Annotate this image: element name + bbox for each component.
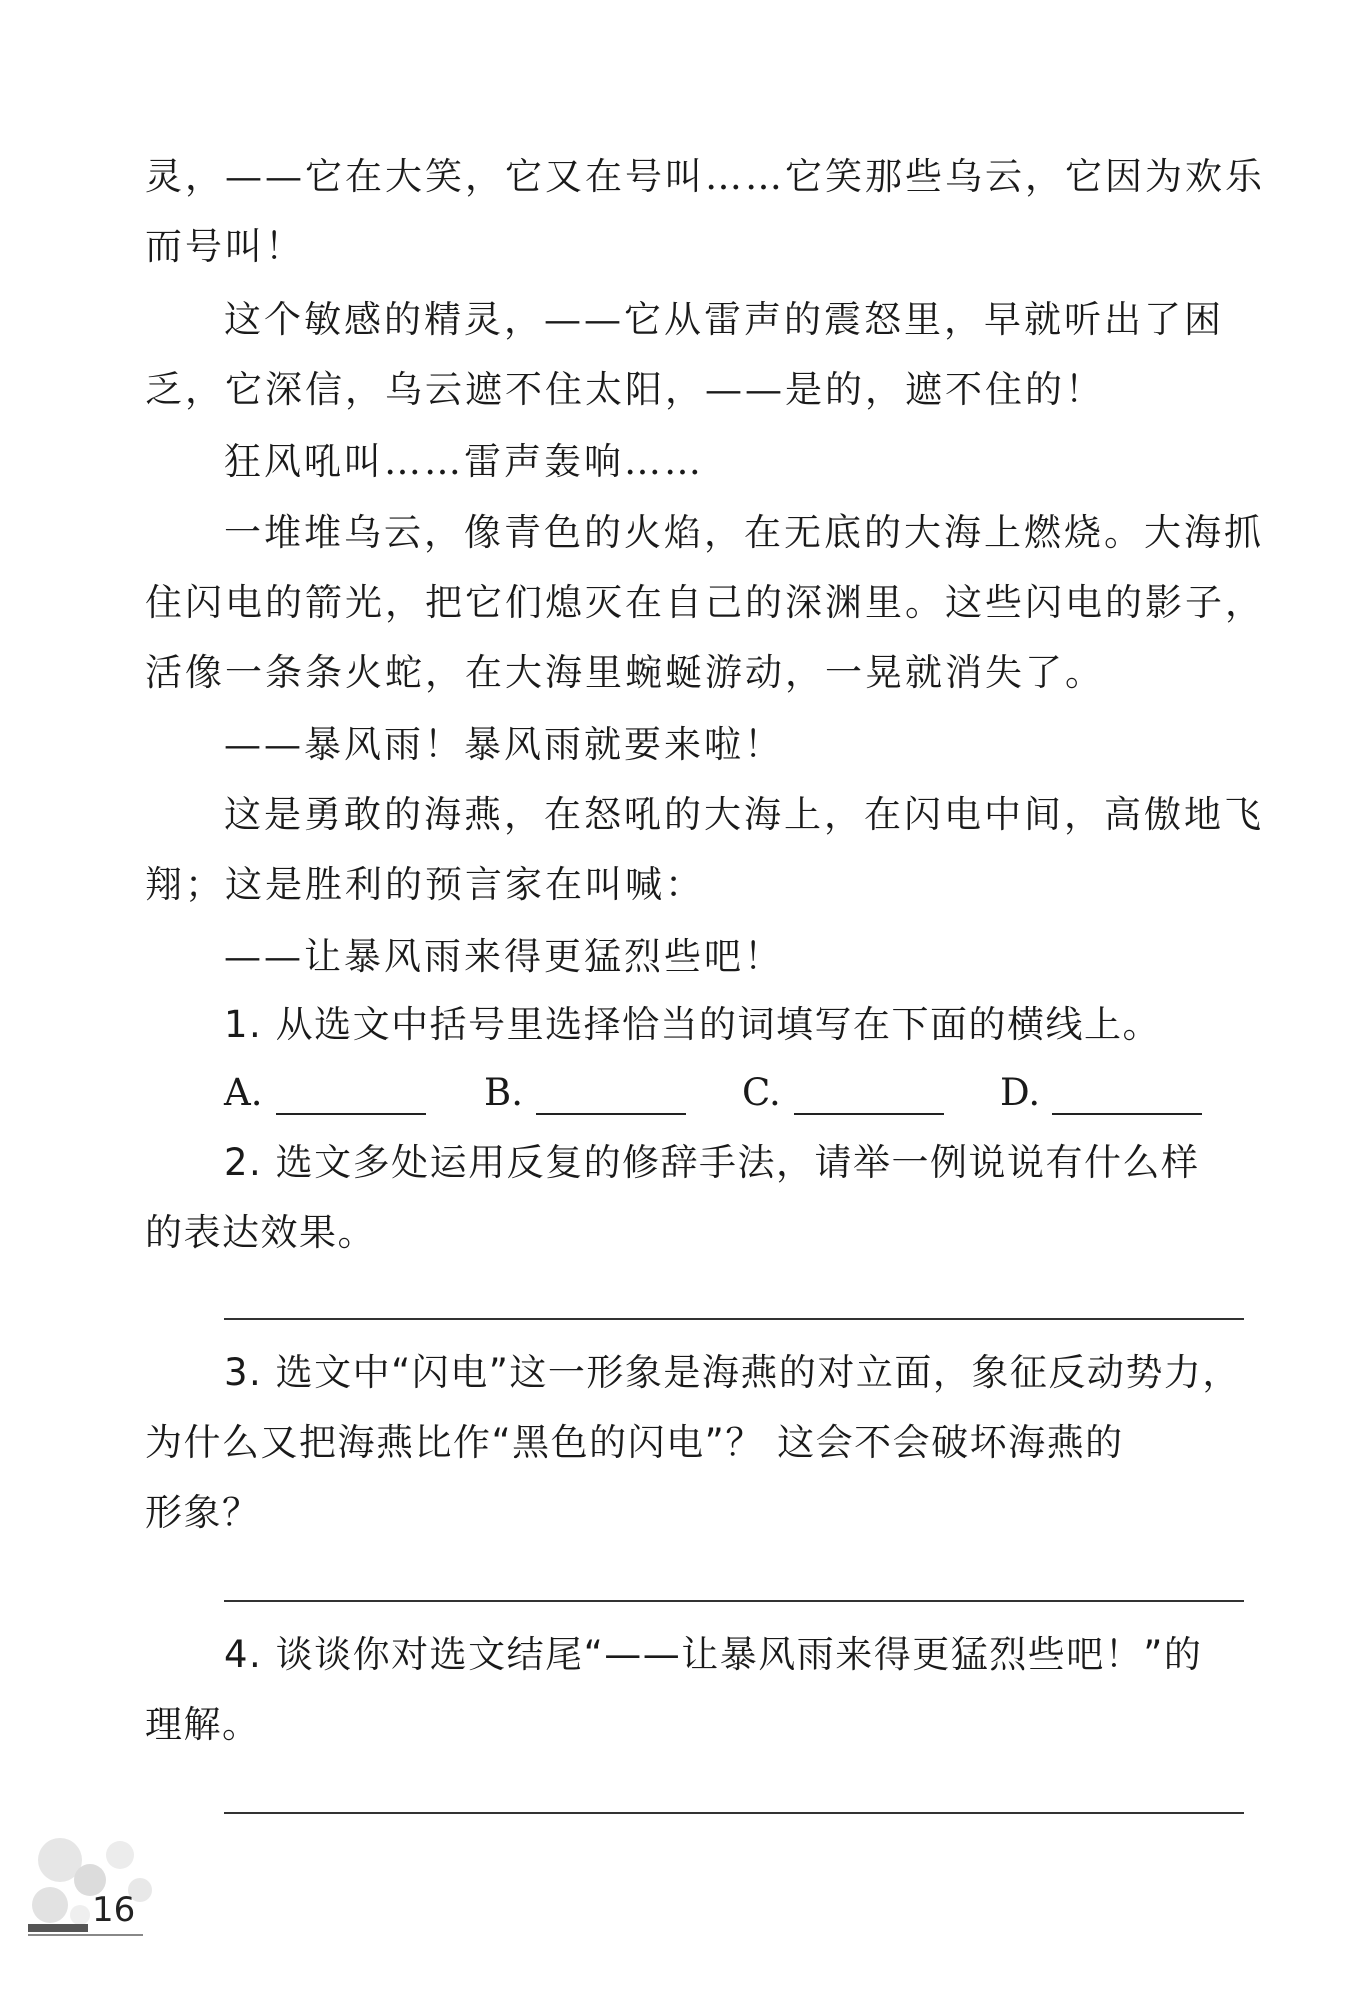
page-number-bar (28, 1924, 88, 1932)
passage-line: ——让暴风雨来得更猛烈些吧！ (224, 935, 784, 978)
passage-line: 翔；这是胜利的预言家在叫喊： (145, 863, 705, 906)
question-3: 3. 选文中“闪电”这一形象是海燕的对立面，象征反动势力， (224, 1351, 1241, 1394)
question-2: 2. 选文多处运用反复的修辞手法，请举一例说说有什么样 (224, 1141, 1200, 1184)
choice-label: C. (742, 1071, 781, 1114)
question-3-cont: 形象？ (145, 1491, 261, 1534)
question-4: 4. 谈谈你对选文结尾“——让暴风雨来得更猛烈些吧！”的 (224, 1633, 1203, 1676)
choice-b (484, 1068, 523, 1118)
choice-label: B. (484, 1071, 523, 1114)
page-number-rule (28, 1934, 143, 1936)
choice-label: A. (224, 1071, 263, 1114)
answer-blank-a[interactable] (276, 1113, 426, 1115)
answer-blank-c[interactable] (794, 1113, 944, 1115)
question-2-cont: 的表达效果。 (145, 1211, 376, 1254)
choice-a (224, 1068, 262, 1118)
answer-line-q3[interactable] (224, 1600, 1244, 1602)
passage-line: 活像一条条火蛇，在大海里蜿蜒游动，一晃就消失了。 (145, 651, 1105, 694)
question-4-cont: 理解。 (145, 1703, 261, 1746)
passage-line: 这个敏感的精灵，——它从雷声的震怒里，早就听出了困 (224, 298, 1224, 341)
passage-line: 一堆堆乌云，像青色的火焰，在无底的大海上燃烧。大海抓 (224, 511, 1264, 554)
passage-line: 而号叫！ (145, 225, 305, 268)
page-number: 16 (92, 1890, 136, 1930)
answer-blank-b[interactable] (536, 1113, 686, 1115)
passage-line: ——暴风雨！暴风雨就要来啦！ (224, 723, 784, 766)
question-1: 1. 从选文中括号里选择恰当的词填写在下面的横线上。 (224, 1003, 1162, 1046)
passage-line: 灵，——它在大笑，它又在号叫……它笑那些乌云，它因为欢乐 (145, 155, 1265, 198)
answer-blank-d[interactable] (1052, 1113, 1202, 1115)
answer-line-q4[interactable] (224, 1812, 1244, 1814)
passage-line: 这是勇敢的海燕，在怒吼的大海上，在闪电中间，高傲地飞 (224, 793, 1264, 836)
choice-d (1000, 1068, 1040, 1118)
passage-line: 住闪电的箭光，把它们熄灭在自己的深渊里。这些闪电的影子， (145, 581, 1265, 624)
passage-line: 狂风吼叫……雷声轰响…… (224, 440, 704, 483)
choice-label: D. (1000, 1071, 1041, 1114)
choice-row (224, 1068, 1244, 1118)
choice-c (742, 1068, 781, 1118)
passage-line: 乏，它深信，乌云遮不住太阳，——是的，遮不住的！ (145, 368, 1105, 411)
answer-line-q2[interactable] (224, 1318, 1244, 1320)
question-3-cont: 为什么又把海燕比作“黑色的闪电”？ 这会不会破坏海燕的 (145, 1421, 1124, 1464)
